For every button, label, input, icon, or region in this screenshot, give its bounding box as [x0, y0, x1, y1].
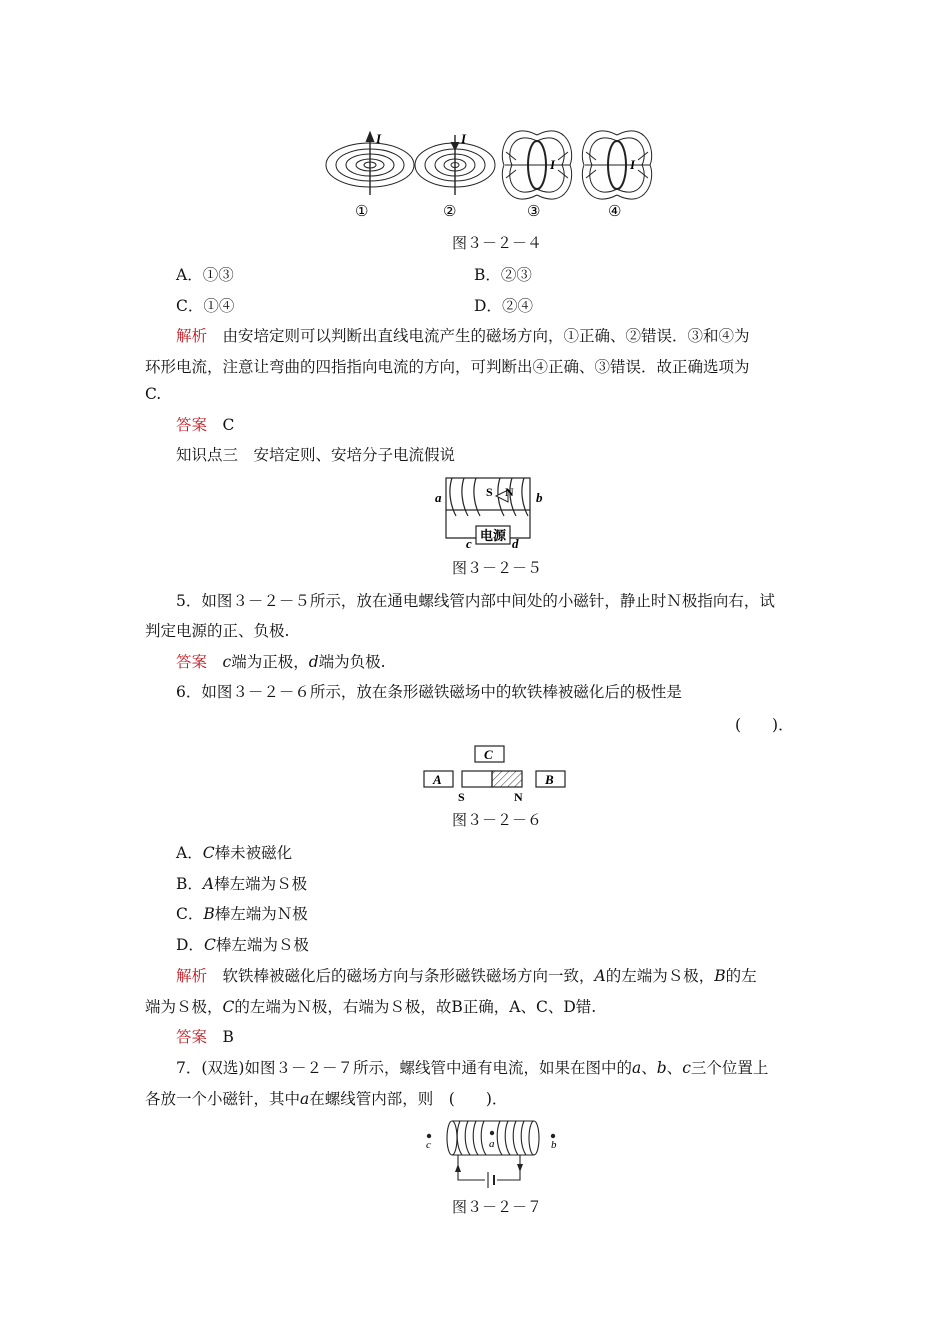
q5-line-2: 判定电源的正、负极.	[145, 622, 290, 640]
fig327-label-b: b	[551, 1139, 557, 1151]
answer-label: 答案	[176, 416, 208, 434]
answer-label: 答案	[176, 653, 208, 671]
fig-3-current-label: I	[550, 157, 556, 172]
fig325-label-a: a	[435, 490, 442, 505]
answer-label: 答案	[176, 1028, 208, 1046]
q6-option-b: B．A棒左端为Ｓ极	[176, 875, 308, 893]
figure-caption-3-2-4: 图３－２－４	[452, 234, 543, 252]
fig325-label-b: b	[536, 490, 543, 505]
q6-option-a: A．C棒未被磁化	[176, 844, 293, 862]
fig-1-current-label: I	[376, 131, 382, 146]
fig325-label-d: d	[512, 536, 519, 551]
section-title-knowledge-3: 知识点三 安培定则、安培分子电流假说	[176, 446, 456, 464]
q4-option-c: C．①④	[176, 297, 235, 315]
analysis-label: 解析	[176, 327, 208, 345]
rod-c-label: C	[484, 747, 493, 762]
fig-2-label: ②	[443, 204, 457, 220]
rod-b-label: B	[545, 772, 554, 787]
fig-2-current-label: I	[461, 131, 467, 146]
fig-1-label: ①	[355, 204, 369, 220]
figure-caption-3-2-6: 图３－２－６	[452, 811, 543, 829]
q6-option-c: C．B棒左端为Ｎ极	[176, 905, 308, 923]
q6-option-d: D．C棒左端为Ｓ极	[176, 936, 309, 954]
analysis-label: 解析	[176, 967, 208, 985]
q4-analysis-line-2: 环形电流，注意让弯曲的四指指向电流的方向，可判断出④正确、③错误．故正确选项为	[145, 358, 750, 376]
q6-analysis-line-2: 端为Ｓ极，C的左端为Ｎ极，右端为Ｓ极，故B正确，A、C、D错.	[145, 998, 597, 1016]
q5-line-1: 5．如图３－２－５所示，放在通电螺线管内部中间处的小磁针，静止时Ｎ极指向右，试	[176, 592, 775, 610]
fig327-label-c: c	[426, 1139, 431, 1151]
q4-analysis-line-1: 解析 由安培定则可以判断出直线电流产生的磁场方向，①正确、②错误．③和④为	[176, 327, 750, 345]
fig325-label-s: S	[486, 485, 493, 499]
q7-line-1: 7．(双选)如图３－２－７所示，螺线管中通有电流，如果在图中的a、b、c三个位置上	[176, 1059, 769, 1077]
q6-analysis-line-1: 解析 软铁棒被磁化后的磁场方向与条形磁铁磁场方向一致，A的左端为Ｓ极，B的左	[176, 967, 757, 985]
fig327-label-a: a	[489, 1138, 495, 1150]
q4-option-a: A．①③	[176, 266, 234, 284]
fig325-label-c: c	[466, 536, 472, 551]
q6-answer: 答案 B	[176, 1028, 234, 1046]
figure-caption-3-2-7: 图３－２－７	[452, 1198, 543, 1216]
fig325-label-n: N	[505, 485, 514, 499]
q6-answer-paren: ( )．	[735, 716, 794, 734]
q7-line-2: 各放一个小磁针，其中a在螺线管内部，则 ( )．	[145, 1090, 508, 1108]
q4-option-d: D．②④	[474, 297, 533, 315]
figure-caption-3-2-5: 图３－２－５	[452, 559, 543, 577]
fig325-power-source: 电源	[480, 529, 507, 544]
q4-answer: 答案 C	[176, 416, 235, 434]
fig-4-label: ④	[608, 204, 622, 220]
fig-3-label: ③	[527, 204, 541, 220]
q4-option-b: B．②③	[474, 266, 532, 284]
q6-line-1: 6．如图３－２－６所示，放在条形磁铁磁场中的软铁棒被磁化后的极性是	[176, 683, 682, 701]
rod-a-label: A	[433, 772, 442, 787]
magnet-s-label: S	[458, 790, 465, 804]
q4-analysis-line-3: C.	[145, 385, 162, 403]
fig-4-current-label: I	[630, 157, 636, 172]
q5-answer: 答案 c端为正极，d端为负极.	[176, 653, 386, 671]
magnet-n-label: N	[514, 790, 523, 804]
